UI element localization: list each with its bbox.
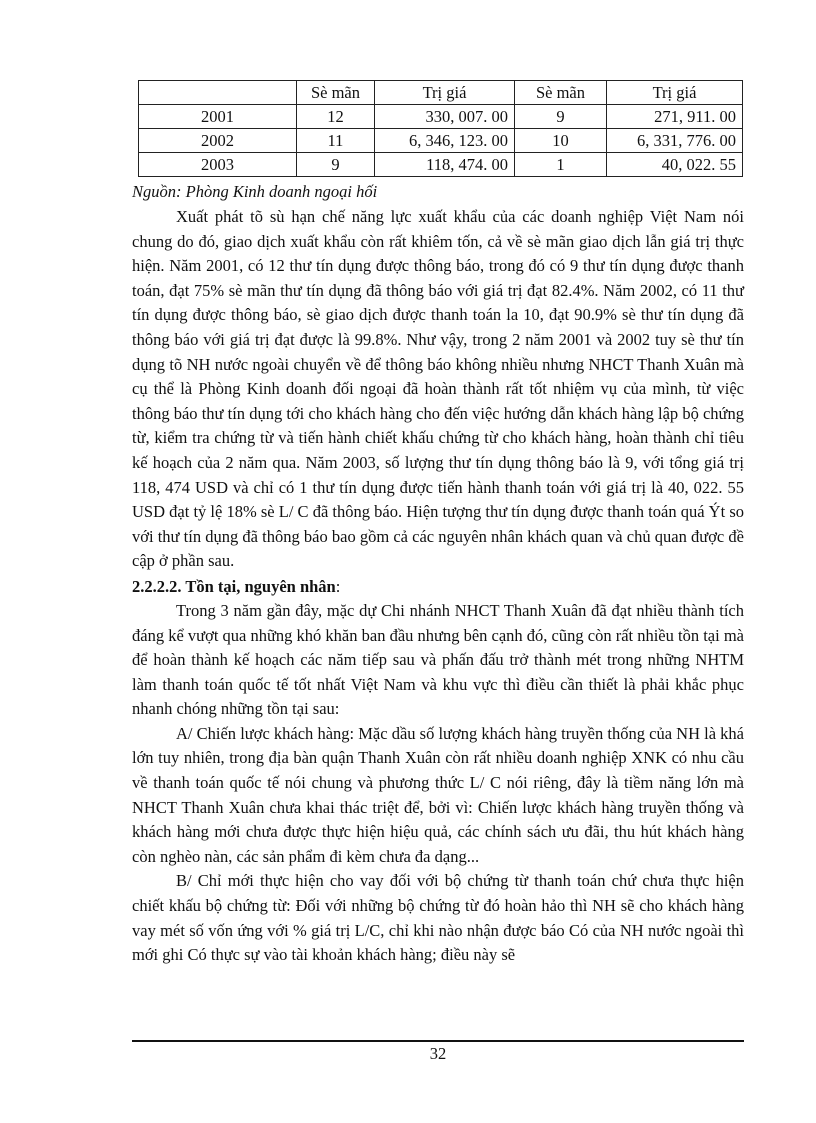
table-row [139,153,743,177]
table-header-cell: Trị giá [375,81,515,105]
table-cell: 9 [515,105,607,129]
table-cell: 6, 346, 123. 00 [375,129,515,153]
section-heading-colon: : [335,576,341,596]
table-cell: 271, 911. 00 [607,105,743,129]
table-cell: 9 [297,153,375,177]
table-cell: 12 [297,105,375,129]
table-header-row [139,81,743,105]
table-cell: 40, 022. 55 [607,153,743,177]
section-heading [132,574,744,599]
paragraph-existing-issues: Trong 3 năm gần đây, mặc dự Chi nhánh NHCT Thanh Xuân đã đạt nhiều thành tích đáng kể vượt qua những khó khăn ban đầu nhưng bên cạnh đó, cũng còn rất nhiều tồn tại mà để hoàn thành kế hoạch các năm tiếp sau và phấn đấu trở thành mét trong những NHTM làm thanh toán quốc tế tốt nhất Việt Nam và khu vực thì điều cần thiết là phải khắc phục nhanh chóng những tồn tại sau: [132,600,744,719]
lc-statistics-table [138,80,743,177]
table-cell-year: 2001 [139,105,297,129]
table-header-cell: Trị giá [607,81,743,105]
footer-divider [132,1040,744,1042]
table-cell: 118, 474. 00 [375,153,515,177]
table-row [139,105,743,129]
table-header-cell: Sè mãn [297,81,375,105]
paragraph-customer-strategy: A/ Chiến lược khách hàng: Mặc dầu số lượng khách hàng truyền thống của NH là khá lớn tuy nhiên, trong địa bàn quận Thanh Xuân còn rất nhiều doanh nghiệp XNK có nhu cầu về thanh toán quốc tế nói chung và phương thức L/ C nói riêng, đây là tiềm năng lớn mà NHCT Thanh Xuân chưa khai thác triệt để, bởi vì: Chiến lược khách hàng truyền thống và khách hàng mới chưa được thực hiện hiệu quả, các chính sách ưu đãi, thu hút khách hàng còn nghèo nàn, các sản phẩm đi kèm chưa đa dạng... [132,723,744,866]
table-cell: 10 [515,129,607,153]
table-cell: 330, 007. 00 [375,105,515,129]
page-number: 32 [429,1044,447,1063]
table-cell: 1 [515,153,607,177]
table-source-note: Nguồn: Phòng Kinh doanh ngoại hối [132,182,378,201]
paragraph-document-discount: B/ Chỉ mới thực hiện cho vay đối với bộ chứng từ thanh toán chứ chưa thực hiện chiết khấu bộ chứng từ: Đối với những bộ chứng từ đó hoàn hảo thì NH sẽ cho khách hàng vay mét số vốn ứng với % giá trị L/C, chỉ khi nào nhận được báo Có của NH nước ngoài thì mới ghi Có thực sự vào tài khoản khách hàng; điều này sẽ [132,871,744,965]
table-cell-year: 2002 [139,129,297,153]
section-heading-text: 2.2.2.2. Tồn tại, nguyên nhân [132,576,336,596]
table-header-cell: Sè mãn [515,81,607,105]
document-page [132,80,744,968]
table-cell-year: 2003 [139,153,297,177]
table-header-cell [139,81,297,105]
table-cell: 6, 331, 776. 00 [607,129,743,153]
table-cell: 11 [297,129,375,153]
table-row [139,129,743,153]
paragraph-export-analysis: Xuất phát tõ sù hạn chế năng lực xuất khẩu của các doanh nghiệp Việt Nam nói chung do đó, giao dịch xuất khẩu còn rất khiêm tốn, cả về sè mãn giao dịch lẫn giá trị thực hiện. Năm 2001, có 12 thư tín dụng được thông báo, trong đó có 9 thư tín dụng được thanh toán, đạt 75% sè mãn thư tín dụng đã thông báo với giá trị đạt 82.4%. Năm 2002, có 11 thư tín dụng được thông báo, sè giao dịch được thanh toán la 10, đạt 90.9% sè thư tín dụng đã thông báo với giá trị đạt được là 99.8%. Như vậy, trong 2 năm 2001 và 2002 tuy sè thư tín dụng tõ NH nước ngoài chuyển về để thông báo không nhiều nhưng NHCT Thanh Xuân mà cụ thể là Phòng Kinh doanh đối ngoại đã hoàn thành rất tốt nhiệm vụ của mình, từ việc thông báo thư tín dụng tới cho khách hàng cho đến việc hướng dẫn khách hàng lập bộ chứng từ, kiểm tra chứng từ và tiến hành chiết khấu chứng từ cho khách hàng, hoàn thành chỉ tiêu kế hoạch của 2 năm qua. Năm 2003, số lượng thư tín dụng thông báo là 9, với tổng giá trị 118, 474 USD và chỉ có 1 thư tín dụng được tiến hành thanh toán với giá trị là 40, 022. 55 USD đạt tỷ lệ 18% sè L/ C đã thông báo. Hiện tượng thư tín dụng được thanh toán quá Ýt so với thư tín dụng đã thông báo bao gồm cả các nguyên nhân khách quan và chủ quan được đề cập ở phần sau. [132,207,744,571]
